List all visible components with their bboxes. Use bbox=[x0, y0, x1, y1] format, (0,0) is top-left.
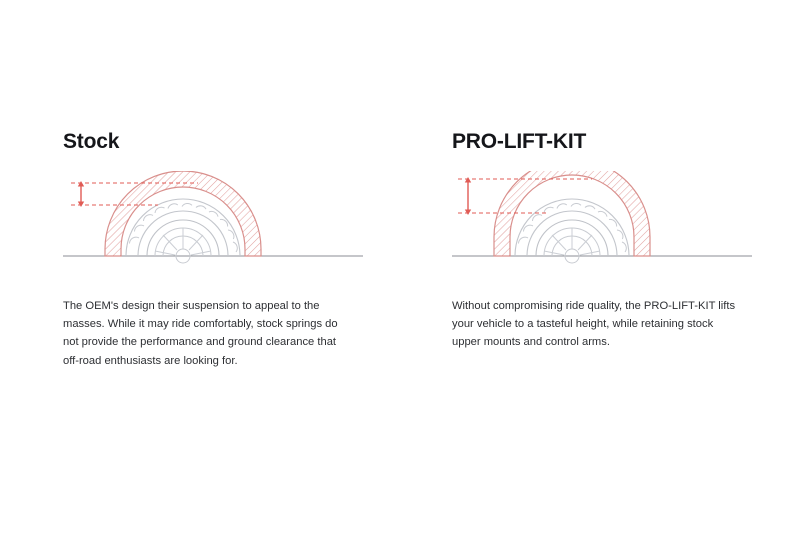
wheel-rim bbox=[147, 220, 219, 263]
panel-body-stock: The OEM's design their suspension to appeal to the masses. While it may ride comfortably, stock springs do not provide the performance and ground clearance that off-road enthusiasts are looking for. bbox=[63, 300, 338, 367]
panel-title-pro-lift-kit: PRO-LIFT-KIT bbox=[452, 130, 587, 153]
figure-stock bbox=[63, 171, 363, 281]
wheel-rim bbox=[536, 220, 608, 263]
wheel-arch-gap-diagram-pro-lift-kit bbox=[452, 171, 752, 281]
panel-title-stock: Stock bbox=[63, 130, 120, 153]
panel-pro-lift-kit bbox=[452, 130, 752, 352]
figure-pro-lift-kit bbox=[452, 171, 752, 281]
wheel-arch-gap-diagram-stock bbox=[63, 171, 363, 281]
panel-body-pro-lift-kit: Without compromising ride quality, the PRO-LIFT-KIT lifts your vehicle to a tasteful height, while retaining stock upper mounts and control arms. bbox=[452, 300, 736, 349]
panel-stock bbox=[63, 130, 363, 370]
